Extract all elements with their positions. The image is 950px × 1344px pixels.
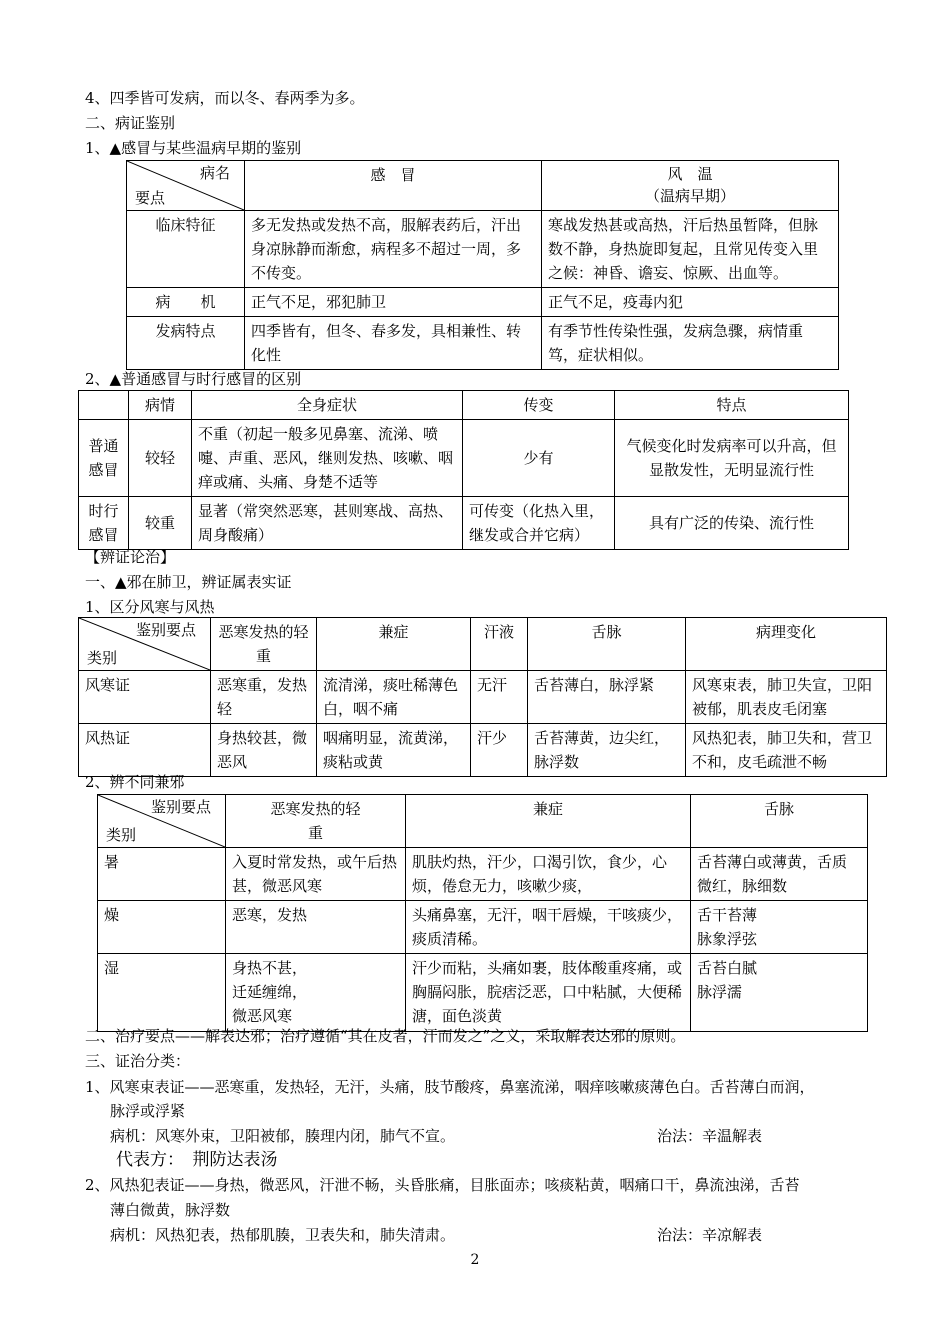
table-cell: 咽痛明显，流黄涕，痰粘或黄 [317, 724, 471, 777]
table-cell: 风热犯表，肺卫失和，营卫不和，皮毛疏泄不畅 [686, 724, 887, 777]
intro-line: 4、四季皆可发病，而以冬、春两季为多。 [85, 89, 365, 107]
table3-title: 1、区分风寒与风热 [85, 598, 215, 616]
diag-top-label: 鉴别要点 [150, 798, 211, 816]
row-label: 临床特征 [127, 211, 245, 288]
treatment-line: 二、治疗要点——解表达邪；治疗遵循“其在皮者，汗而发之”之义，采取解表达邪的原则。 [85, 1027, 686, 1045]
page-number: 2 [470, 1252, 480, 1268]
table-cell: 正气不足，疫毒内犯 [542, 288, 839, 317]
table-cell: 显著（常突然恶寒，甚则寒战、高热、周身酸痛） [192, 497, 463, 550]
table-cell: 舌苔薄白，脉浮紧 [528, 671, 686, 724]
table-cell: 入夏时常发热，或午后热甚，微恶风寒 [226, 848, 406, 901]
column-header: 恶寒发热的轻重 [226, 795, 406, 848]
column-header: 传变 [463, 391, 615, 420]
diag-top-label: 病名 [199, 164, 230, 182]
row-label: 发病特点 [127, 317, 245, 370]
column-header: 兼症 [317, 618, 471, 671]
row-label: 风热证 [79, 724, 211, 777]
table-cell: 正气不足，邪犯肺卫 [245, 288, 542, 317]
section-heading-xiezaifeiwei: 一、▲邪在肺卫，辨证属表实证 [85, 573, 292, 591]
row-label: 时行感冒 [79, 497, 129, 550]
table-cell: 汗少而粘，头痛如裹，肢体酸重疼痛，或胸膈闷胀，脘痞泛恶，口中粘腻，大便稀溏，面色淡黄 [406, 954, 691, 1032]
row-label: 燥 [98, 901, 226, 954]
diag-bottom-label: 类别 [87, 649, 118, 667]
row-label: 风寒证 [79, 671, 211, 724]
table-cell: 头痛鼻塞，无汗，咽干唇燥，干咳痰少，痰质清稀。 [406, 901, 691, 954]
classification-heading: 三、证治分类： [85, 1052, 191, 1070]
column-header: 汗液 [471, 618, 528, 671]
diagonal-header-cell [127, 161, 245, 211]
table1-title: 1、▲感冒与某些温病早期的鉴别 [85, 139, 302, 157]
table-cell: 少有 [463, 420, 615, 497]
fenghan-line2: 脉浮或浮紧 [110, 1102, 186, 1120]
table4-title: 2、辨不同兼邪 [85, 773, 185, 791]
table-cell: 舌苔白腻 脉浮濡 [691, 954, 868, 1032]
table-fenghan-vs-fengre [78, 617, 887, 777]
fengre-pathogenesis: 病机：风热犯表，热郁肌腠，卫表失和，肺失清肃。 [110, 1226, 456, 1244]
table-cell: 多无发热或发热不高，服解表药后，汗出身凉脉静而渐愈，病程多不超过一周，多不传变。 [245, 211, 542, 288]
table-putong-vs-shixing [78, 390, 849, 550]
diagonal-header-cell [98, 795, 226, 848]
fengre-line2: 薄白微黄，脉浮数 [110, 1201, 231, 1219]
table-cell: 身热较甚，微恶风 [211, 724, 317, 777]
table-cell: 汗少 [471, 724, 528, 777]
fenghan-pathogenesis: 病机：风寒外束，卫阳被郁，腠理内闭，肺气不宣。 [110, 1127, 456, 1145]
fengre-therapy: 治法：辛凉解表 [657, 1226, 763, 1244]
table-cell: 较重 [129, 497, 192, 550]
column-header-fengwen: 风 温 （温病早期） [542, 161, 839, 211]
column-header: 兼症 [406, 795, 691, 848]
table-cell: 不重（初起一般多见鼻塞、流涕、喷嚏、声重、恶风，继则发热、咳嗽、咽痒或痛、头痛、身楚不适等 [192, 420, 463, 497]
table-cell: 具有广泛的传染、流行性 [615, 497, 849, 550]
section-heading-jianbie: 二、病证鉴别 [85, 114, 176, 132]
diag-top-label: 鉴别要点 [135, 621, 196, 639]
row-label: 湿 [98, 954, 226, 1032]
column-header-ganmao: 感 冒 [245, 161, 542, 211]
table-jianxie [97, 794, 868, 1032]
column-header: 全身症状 [192, 391, 463, 420]
diagonal-header-cell [79, 618, 211, 671]
table-cell: 恶寒重，发热轻 [211, 671, 317, 724]
table-cell: 身热不甚， 迁延缠绵， 微恶风寒 [226, 954, 406, 1032]
row-label: 普通感冒 [79, 420, 129, 497]
table-cell: 四季皆有，但冬、春多发，具相兼性、转化性 [245, 317, 542, 370]
column-header: 舌脉 [691, 795, 868, 848]
table-cell: 风寒束表，肺卫失宣，卫阳被郁，肌表皮毛闭塞 [686, 671, 887, 724]
fenghan-formula: 代表方： 荆防达表汤 [116, 1150, 278, 1170]
column-header: 病情 [129, 391, 192, 420]
table-cell: 无汗 [471, 671, 528, 724]
row-label: 暑 [98, 848, 226, 901]
row-label: 病 机 [127, 288, 245, 317]
table-cell: 可传变（化热入里，继发或合并它病） [463, 497, 615, 550]
diag-bottom-label: 类别 [106, 826, 137, 844]
fenghan-line1: 1、风寒束表证——恶寒重，发热轻，无汗，头痛，肢节酸疼，鼻塞流涕，咽痒咳嗽痰薄色白。舌苔薄白而润， [85, 1078, 815, 1096]
table-cell: 舌干苔薄 脉象浮弦 [691, 901, 868, 954]
column-header: 恶寒发热的轻重 [211, 618, 317, 671]
table-cell: 气候变化时发病率可以升高，但显散发性，无明显流行性 [615, 420, 849, 497]
table-cell: 有季节性传染性强，发病急骤，病情重笃，症状相似。 [542, 317, 839, 370]
table2-title: 2、▲普通感冒与时行感冒的区别 [85, 370, 302, 388]
bianzheng-heading: 【辨证论治】 [85, 548, 176, 566]
table-cell: 肌肤灼热，汗少，口渴引饮，食少，心烦，倦怠无力，咳嗽少痰， [406, 848, 691, 901]
column-header: 舌脉 [528, 618, 686, 671]
table-cell: 恶寒，发热 [226, 901, 406, 954]
column-header: 特点 [615, 391, 849, 420]
table-cell: 舌苔薄黄，边尖红，脉浮数 [528, 724, 686, 777]
diag-bottom-label: 要点 [135, 189, 166, 207]
column-header: 病理变化 [686, 618, 887, 671]
table-ganmao-vs-fengwen [126, 160, 839, 370]
table-cell: 流清涕，痰吐稀薄色白，咽不痛 [317, 671, 471, 724]
table-cell: 较轻 [129, 420, 192, 497]
table-cell: 寒战发热甚或高热，汗后热虽暂降，但脉数不静，身热旋即复起，且常见传变入里之候：神昏、谵妄、惊厥、出血等。 [542, 211, 839, 288]
table-cell: 舌苔薄白或薄黄，舌质微红，脉细数 [691, 848, 868, 901]
column-header [79, 391, 129, 420]
fenghan-therapy: 治法：辛温解表 [657, 1127, 763, 1145]
fengre-line1: 2、风热犯表证——身热，微恶风，汗泄不畅，头昏胀痛，目胀面赤；咳痰粘黄，咽痛口干，鼻流浊涕，舌苔 [85, 1176, 800, 1194]
